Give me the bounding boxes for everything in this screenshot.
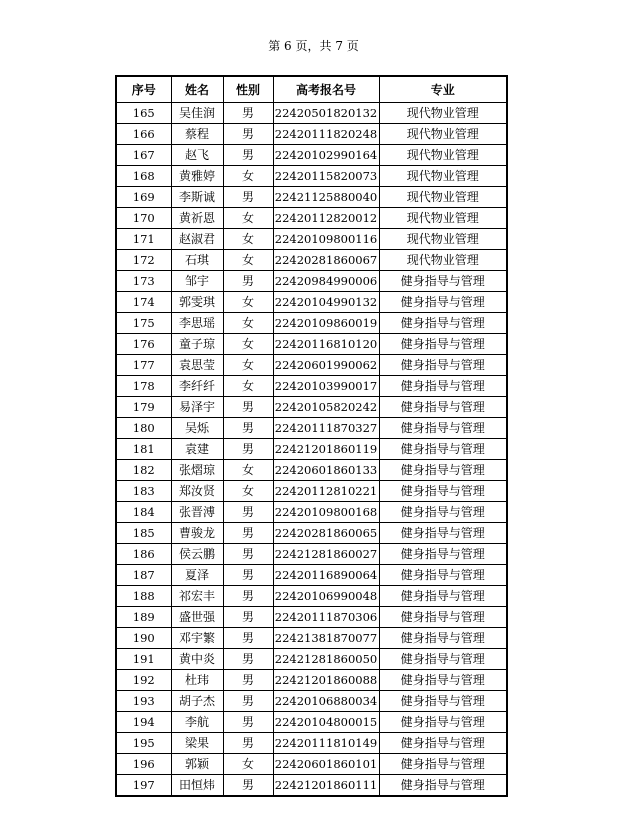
cell-index: 197 [116,775,171,797]
table-row [116,229,507,250]
cell-name: 黄中炎 [171,649,223,670]
cell-index: 178 [116,376,171,397]
cell-major: 健身指导与管理 [379,502,507,523]
cell-exam-id: 22420984990006 [273,271,379,292]
table-row [116,481,507,502]
cell-name: 田恒炜 [171,775,223,797]
cell-name: 梁果 [171,733,223,754]
cell-exam-id: 22420109800116 [273,229,379,250]
cell-index: 184 [116,502,171,523]
cell-major: 健身指导与管理 [379,544,507,565]
cell-exam-id: 22420104800015 [273,712,379,733]
header-major: 专业 [379,76,507,103]
cell-name: 石琪 [171,250,223,271]
cell-index: 177 [116,355,171,376]
cell-index: 174 [116,292,171,313]
cell-major: 健身指导与管理 [379,376,507,397]
cell-name: 李纤纤 [171,376,223,397]
cell-major: 现代物业管理 [379,187,507,208]
table-row [116,145,507,166]
cell-name: 吴佳润 [171,103,223,124]
cell-gender: 男 [223,187,273,208]
table-row [116,103,507,124]
cell-major: 健身指导与管理 [379,607,507,628]
cell-exam-id: 22420601990062 [273,355,379,376]
cell-major: 健身指导与管理 [379,460,507,481]
cell-major: 现代物业管理 [379,124,507,145]
table-row [116,691,507,712]
cell-gender: 男 [223,565,273,586]
cell-gender: 男 [223,397,273,418]
table-row [116,376,507,397]
cell-exam-id: 22421125880040 [273,187,379,208]
cell-major: 健身指导与管理 [379,775,507,797]
cell-exam-id: 22420112820012 [273,208,379,229]
cell-gender: 男 [223,502,273,523]
cell-index: 167 [116,145,171,166]
cell-name: 黄祈恩 [171,208,223,229]
cell-exam-id: 22420109800168 [273,502,379,523]
table-row [116,250,507,271]
cell-index: 180 [116,418,171,439]
cell-index: 181 [116,439,171,460]
cell-name: 祁宏丰 [171,586,223,607]
cell-major: 健身指导与管理 [379,586,507,607]
cell-gender: 男 [223,586,273,607]
cell-exam-id: 22420105820242 [273,397,379,418]
cell-exam-id: 22420102990164 [273,145,379,166]
cell-gender: 女 [223,460,273,481]
table-row [116,523,507,544]
cell-major: 健身指导与管理 [379,628,507,649]
cell-exam-id: 22420106880034 [273,691,379,712]
table-header-row [116,76,507,103]
cell-index: 193 [116,691,171,712]
cell-exam-id: 22421201860088 [273,670,379,691]
cell-name: 郭颖 [171,754,223,775]
cell-index: 172 [116,250,171,271]
cell-major: 现代物业管理 [379,250,507,271]
student-table [115,75,508,797]
table-row [116,439,507,460]
cell-exam-id: 22420111870327 [273,418,379,439]
header-exam-id: 高考报名号 [273,76,379,103]
cell-index: 195 [116,733,171,754]
header-index: 序号 [116,76,171,103]
table-row [116,208,507,229]
cell-index: 183 [116,481,171,502]
cell-exam-id: 22421201860119 [273,439,379,460]
cell-index: 190 [116,628,171,649]
table-row [116,397,507,418]
cell-exam-id: 22420281860067 [273,250,379,271]
cell-gender: 女 [223,292,273,313]
cell-major: 健身指导与管理 [379,481,507,502]
table-row [116,628,507,649]
cell-gender: 男 [223,418,273,439]
cell-index: 171 [116,229,171,250]
cell-major: 健身指导与管理 [379,523,507,544]
table-row [116,712,507,733]
cell-exam-id: 22420601860133 [273,460,379,481]
table-row [116,418,507,439]
cell-index: 192 [116,670,171,691]
cell-name: 杜玮 [171,670,223,691]
cell-major: 健身指导与管理 [379,565,507,586]
cell-name: 袁建 [171,439,223,460]
cell-major: 健身指导与管理 [379,397,507,418]
cell-index: 179 [116,397,171,418]
table-row [116,460,507,481]
cell-gender: 男 [223,775,273,797]
table-row [116,565,507,586]
cell-name: 黄雅婷 [171,166,223,187]
cell-name: 蔡程 [171,124,223,145]
cell-exam-id: 22421281860027 [273,544,379,565]
cell-index: 191 [116,649,171,670]
table-row [116,355,507,376]
cell-name: 郑汝贤 [171,481,223,502]
cell-major: 健身指导与管理 [379,292,507,313]
cell-name: 李思瑶 [171,313,223,334]
cell-major: 现代物业管理 [379,103,507,124]
cell-exam-id: 22420116810120 [273,334,379,355]
cell-index: 168 [116,166,171,187]
table-row [116,313,507,334]
cell-major: 健身指导与管理 [379,313,507,334]
cell-exam-id: 22421381870077 [273,628,379,649]
table-row [116,775,507,797]
cell-index: 169 [116,187,171,208]
cell-name: 邹宇 [171,271,223,292]
page-number-label: 第 6 页，共 7 页 [268,39,359,53]
cell-exam-id: 22420501820132 [273,103,379,124]
table-row [116,607,507,628]
cell-index: 173 [116,271,171,292]
cell-exam-id: 22420106990048 [273,586,379,607]
cell-exam-id: 22420111870306 [273,607,379,628]
cell-exam-id: 22420109860019 [273,313,379,334]
cell-gender: 男 [223,691,273,712]
cell-gender: 女 [223,229,273,250]
cell-name: 夏泽 [171,565,223,586]
cell-name: 张晋溥 [171,502,223,523]
table-row [116,166,507,187]
cell-index: 194 [116,712,171,733]
cell-gender: 男 [223,544,273,565]
cell-gender: 男 [223,145,273,166]
cell-gender: 女 [223,376,273,397]
table-row [116,124,507,145]
cell-major: 健身指导与管理 [379,670,507,691]
cell-index: 188 [116,586,171,607]
cell-index: 166 [116,124,171,145]
cell-major: 健身指导与管理 [379,439,507,460]
cell-index: 186 [116,544,171,565]
cell-exam-id: 22420111820248 [273,124,379,145]
cell-name: 赵飞 [171,145,223,166]
table-row [116,649,507,670]
cell-major: 现代物业管理 [379,145,507,166]
cell-gender: 男 [223,628,273,649]
cell-exam-id: 22420112810221 [273,481,379,502]
table-row [116,544,507,565]
table-row [116,502,507,523]
cell-exam-id: 22420104990132 [273,292,379,313]
cell-exam-id: 22421281860050 [273,649,379,670]
cell-gender: 女 [223,250,273,271]
cell-index: 196 [116,754,171,775]
cell-index: 165 [116,103,171,124]
table-row [116,187,507,208]
cell-major: 健身指导与管理 [379,334,507,355]
cell-gender: 男 [223,733,273,754]
cell-major: 健身指导与管理 [379,355,507,376]
cell-name: 盛世强 [171,607,223,628]
cell-index: 182 [116,460,171,481]
cell-name: 曹骏龙 [171,523,223,544]
cell-name: 李斯诚 [171,187,223,208]
cell-gender: 女 [223,166,273,187]
cell-major: 健身指导与管理 [379,733,507,754]
cell-index: 170 [116,208,171,229]
cell-gender: 女 [223,313,273,334]
cell-major: 现代物业管理 [379,208,507,229]
table-row [116,334,507,355]
header-name: 姓名 [171,76,223,103]
cell-major: 健身指导与管理 [379,418,507,439]
cell-name: 邓宇繁 [171,628,223,649]
cell-gender: 男 [223,649,273,670]
cell-exam-id: 22420111810149 [273,733,379,754]
cell-name: 童子琼 [171,334,223,355]
cell-gender: 女 [223,208,273,229]
table-row [116,670,507,691]
cell-name: 胡子杰 [171,691,223,712]
header-gender: 性别 [223,76,273,103]
cell-gender: 男 [223,124,273,145]
cell-gender: 男 [223,523,273,544]
cell-major: 健身指导与管理 [379,754,507,775]
cell-gender: 男 [223,712,273,733]
cell-gender: 男 [223,271,273,292]
cell-gender: 女 [223,355,273,376]
table-row [116,292,507,313]
cell-gender: 女 [223,481,273,502]
cell-major: 现代物业管理 [379,166,507,187]
cell-exam-id: 22420281860065 [273,523,379,544]
table-row [116,754,507,775]
cell-major: 健身指导与管理 [379,271,507,292]
cell-exam-id: 22420115820073 [273,166,379,187]
cell-name: 赵淑君 [171,229,223,250]
table-row [116,586,507,607]
cell-index: 189 [116,607,171,628]
table-row [116,271,507,292]
cell-name: 张熠琼 [171,460,223,481]
cell-name: 吴烁 [171,418,223,439]
cell-gender: 女 [223,754,273,775]
cell-exam-id: 22421201860111 [273,775,379,797]
cell-gender: 男 [223,103,273,124]
cell-name: 袁思莹 [171,355,223,376]
cell-major: 健身指导与管理 [379,712,507,733]
cell-gender: 男 [223,607,273,628]
table-row [116,733,507,754]
cell-index: 175 [116,313,171,334]
cell-exam-id: 22420601860101 [273,754,379,775]
cell-exam-id: 22420116890064 [273,565,379,586]
cell-index: 187 [116,565,171,586]
cell-name: 李航 [171,712,223,733]
cell-gender: 女 [223,334,273,355]
cell-name: 郭雯琪 [171,292,223,313]
cell-major: 健身指导与管理 [379,691,507,712]
cell-exam-id: 22420103990017 [273,376,379,397]
cell-index: 185 [116,523,171,544]
cell-major: 现代物业管理 [379,229,507,250]
cell-name: 侯云鹏 [171,544,223,565]
cell-name: 易泽宇 [171,397,223,418]
cell-gender: 男 [223,670,273,691]
cell-gender: 男 [223,439,273,460]
cell-index: 176 [116,334,171,355]
cell-major: 健身指导与管理 [379,649,507,670]
